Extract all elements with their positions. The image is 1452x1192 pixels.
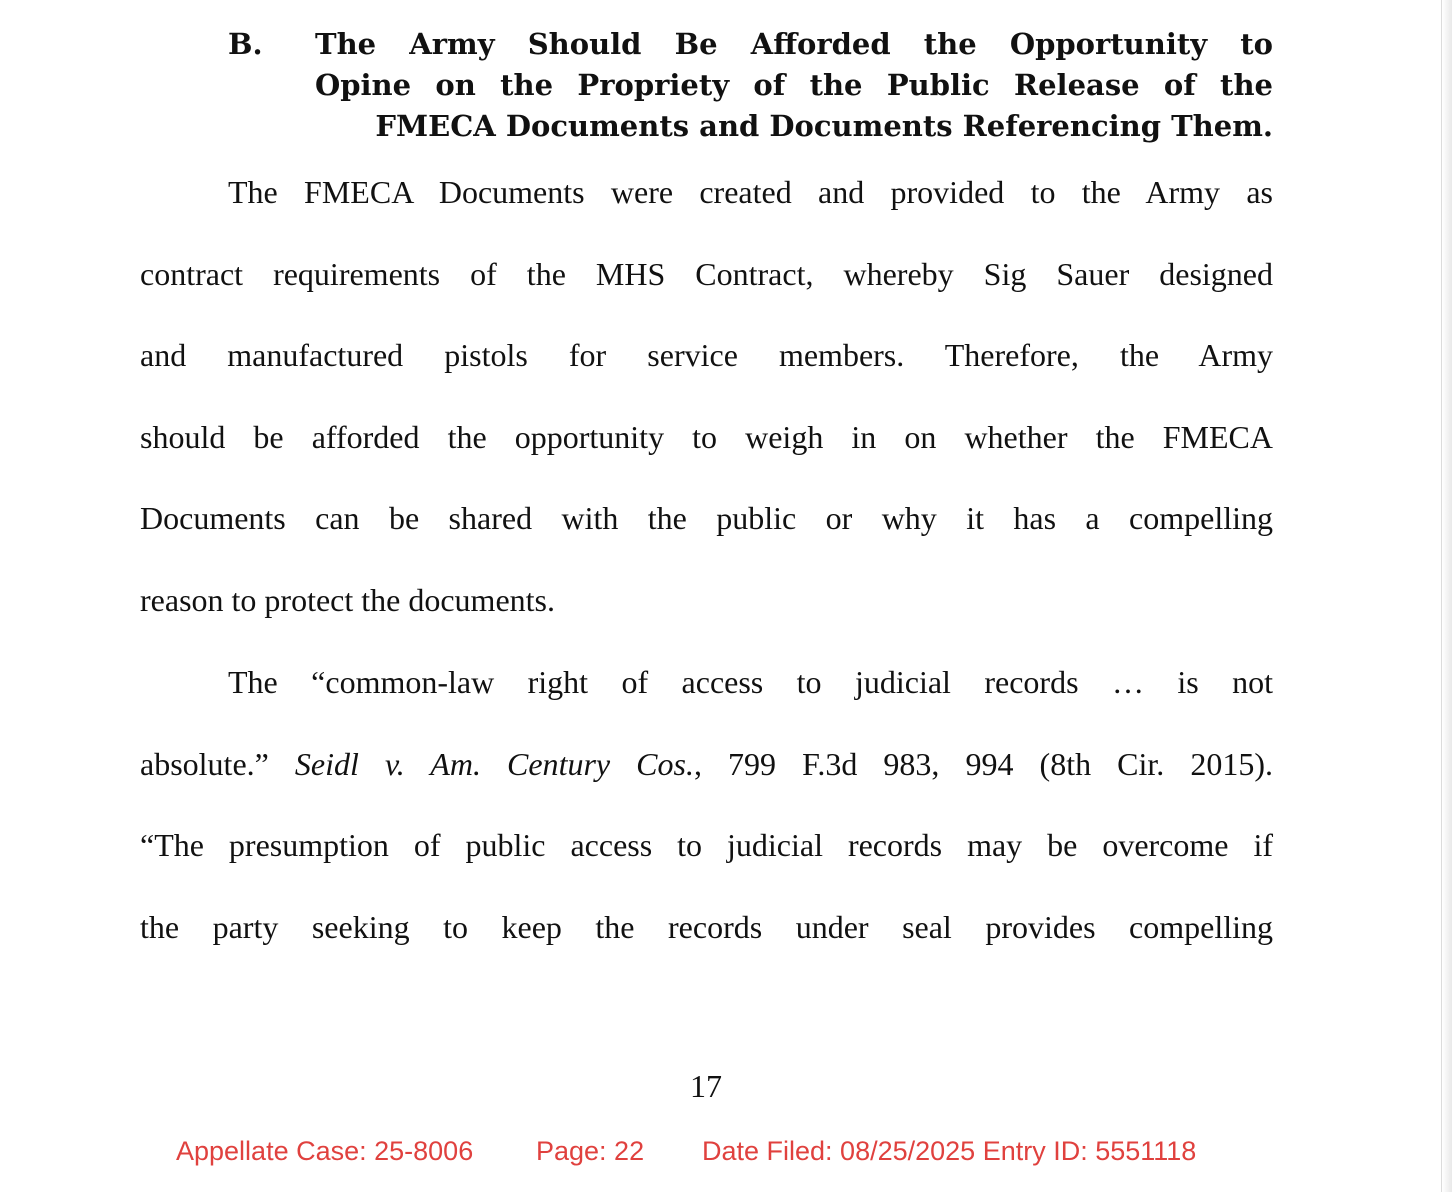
text-line: and manufactured pistols for service members. Therefore, the Army <box>140 337 1273 373</box>
section-title-line: FMECA Documents and Documents Referencing Them. <box>375 109 1273 143</box>
text-line: contract requirements of the MHS Contract, whereby Sig Sauer designed <box>140 256 1273 292</box>
text-line: Documents can be shared with the public or why it has a compelling <box>140 500 1273 536</box>
section-title <box>315 24 1273 147</box>
text-line: reason to protect the documents. <box>140 582 555 618</box>
section-title-line: Opine on the Propriety of the Public Release of the <box>315 68 1273 102</box>
case-name: Seidl v. Am. Century Cos. <box>294 746 694 782</box>
text-line: The FMECA Documents were created and provided to the Army as <box>228 174 1273 210</box>
footer-date-entry: Date Filed: 08/25/2025 Entry ID: 5551118 <box>702 1136 1197 1166</box>
text-fragment: , 799 F.3d 983, 994 (8th Cir. 2015). <box>693 746 1274 782</box>
citation-line <box>140 746 1273 786</box>
footer-page: Page: 22 <box>536 1136 645 1166</box>
section-title-line: The Army Should Be Afforded the Opportunity to <box>315 27 1273 61</box>
text-line: the party seeking to keep the records under seal provides compelling <box>140 909 1273 945</box>
page-number: 17 <box>690 1068 722 1104</box>
viewer-edge <box>1441 0 1452 1192</box>
text-fragment: absolute.” <box>140 746 295 782</box>
section-letter: B. <box>228 27 263 61</box>
text-line: “The presumption of public access to judicial records may be overcome if <box>140 827 1273 863</box>
text-line: should be afforded the opportunity to weigh in on whether the FMECA <box>140 419 1273 455</box>
footer-case: Appellate Case: 25-8006 <box>176 1136 474 1166</box>
text-line: The “common-law right of access to judicial records … is not <box>228 664 1273 700</box>
